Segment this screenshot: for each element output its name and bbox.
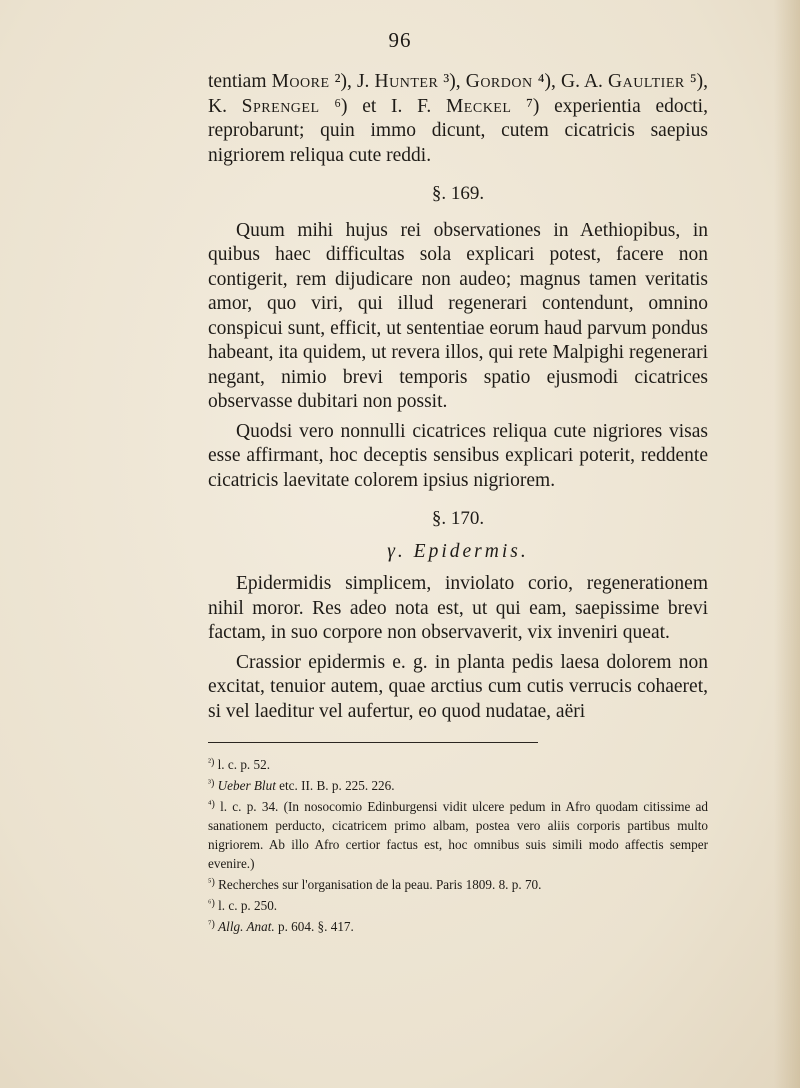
section-subheading-epidermis: γ. Epidermis. bbox=[387, 540, 529, 562]
footnote-7: $^{^7)}$ Allg. Anat. p. 604. §. 417. bbox=[208, 919, 354, 934]
paragraph-170-b: Crassior epidermis e. g. in planta pedis laesa dolorem non excitat, tenuior autem, quae arctius cum cutis verrucis cohaeret, si vel laeditur vel aufertur, eo quod nudatae, aëri bbox=[208, 651, 708, 722]
footnote-rule bbox=[208, 742, 538, 743]
paragraph-169-b: Quodsi vero nonnulli cicatrices reliqua cute nigriores visas esse affirmant, hoc deceptis sensibus explicari poterit, reddente cicatricis laevitate colorem ipsius nigriorem. bbox=[208, 420, 708, 491]
paragraph-169-a: Quum mihi hujus rei observationes in Aethiopibus, in quibus haec difficultas sola explicari potest, facere non contigerit, rem dijudicare non audeo; magnus tamen veritatis amor, quo viri, qui illud regenerari contendunt, omnino conspicui sunt, efficit, ut sententiae eorum haud parvum pondus habeant, ita quidem, ut revera illos, qui rete Malpighi regenerari negant, nimio brevi temporis spatio ejusmodi cicatrices observasse dubitari non possit. bbox=[208, 219, 708, 412]
section-heading-169: §. 169. bbox=[431, 183, 485, 204]
footnote-3: $^{^3)}$ Ueber Blut etc. II. B. p. 225. 226. bbox=[208, 778, 395, 793]
footnote-2: $^{^2)}$ l. c. p. 52. bbox=[208, 757, 271, 772]
footnote-5: $^{^5)}$ Recherches sur l'organisation de la peau. Paris 1809. 8. p. 70. bbox=[208, 877, 542, 892]
main-text bbox=[208, 70, 708, 936]
footnote-4: $^{^4)}$ l. c. p. 34. (In nosocomio Edinburgensi vidit ulcere pedum in Afro quodam citissime ad sanationem perducto, cicatricem primo albam, postea vero aliis corporis partibus multo nigriorem. Ab illo Afro certior factus est, hoc omnibus suis simili modo affectis semper evenire.) bbox=[208, 799, 709, 871]
paragraph-170-a: Epidermidis simplicem, inviolato corio, regenerationem nihil moror. Res adeo nota est, ut qui eam, saepissime brevi factam, in suo corpore non observaverit, vix inveniri queat. bbox=[208, 573, 708, 643]
section-heading-170: §. 170. bbox=[431, 508, 485, 529]
footnote-6: $^{^6)}$ l. c. p. 250. bbox=[208, 898, 278, 913]
page-number: 96 bbox=[388, 28, 412, 52]
paragraph-intro: tentiam Moore ²), J. Hunter ³), Gordon ⁴), G. A. Gaultier ⁵), K. Sprengel ⁶) et I. F. Meckel ⁷) experientia edocti, reprobarunt; quin immo dicunt, cutem cicatricis saepius nigriorem reliqua cute reddi. bbox=[208, 71, 709, 166]
page-edge-shadow bbox=[774, 0, 800, 1088]
